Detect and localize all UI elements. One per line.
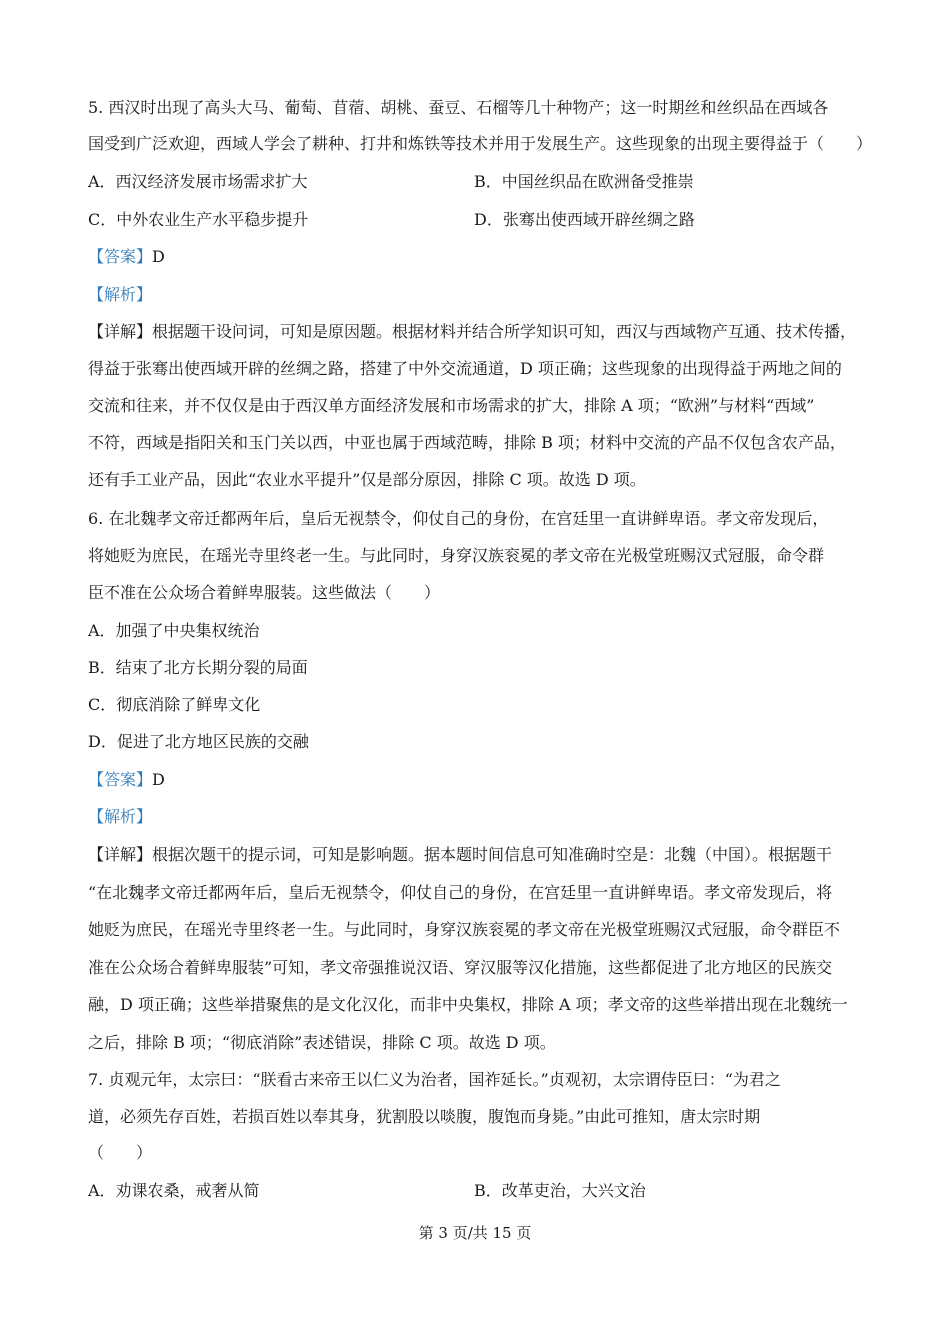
q6-detail-line-1 [88, 844, 888, 866]
q5-option-b: B．中国丝织品在欧洲备受推崇 [474, 172, 694, 191]
q7-stem-line-1: 7. 贞观元年，太宗曰：“朕看古来帝王以仁义为治者，国祚延长。”贞观初，太宗谓侍臣曰：“为君之 [88, 1070, 781, 1089]
q5-analysis-tag: 【解析】 [88, 285, 153, 304]
q6-option-a: A．加强了中央集权统治 [88, 621, 260, 640]
q6-analysis-tag: 【解析】 [88, 807, 153, 826]
q6-detail-line-3: 她贬为庶民，在瑶光寺里终老一生。与此同时，身穿汉族衮冕的孝文帝在光极堂班赐汉式冠服，命令群臣不 [88, 920, 841, 939]
q6-answer-value: D [152, 770, 165, 789]
q6-stem-line-1: 6. 在北魏孝文帝迁都两年后，皇后无视禁令，仰仗自己的身份，在宫廷里一直讲鲜卑语。孝文帝发现后， [88, 509, 829, 528]
q6-detail-line-6: 之后，排除 B 项；“彻底消除”表述错误，排除 C 项。故选 D 项。 [88, 1033, 556, 1052]
q6-answer-line [88, 769, 888, 791]
q5-option-c: C．中外农业生产水平稳步提升 [88, 210, 309, 229]
q5-stem-line-2: 国受到广泛欢迎，西域人学会了耕种、打井和炼铁等技术并用于发展生产。这些现象的出现主要得益于（ ） [88, 134, 873, 153]
q6-stem-line-2: 将她贬为庶民，在瑶光寺里终老一生。与此同时，身穿汉族衮冕的孝文帝在光极堂班赐汉式冠服，命令群 [88, 546, 825, 565]
q6-detail-line-2: “在北魏孝文帝迁都两年后，皇后无视禁令，仰仗自己的身份，在宫廷里一直讲鲜卑语。孝文帝发现后，将 [88, 883, 833, 902]
q6-answer-tag: 【答案】 [88, 770, 153, 789]
page-number-footer: 第 3 页/共 15 页 [418, 1224, 532, 1242]
q5-detail-line-4: 不符，西域是指阳关和玉门关以西，中亚也属于西域范畴，排除 B 项；材料中交流的产品不仅包含农产品， [88, 433, 846, 452]
q6-detail-text-1: 根据次题干的提示词，可知是影响题。据本题时间信息可知准确时空是：北魏（中国）。根据题干 [152, 845, 833, 864]
q5-analysis-line [88, 284, 888, 306]
q6-detail-line-5: 融，D 项正确；这些举措聚焦的是文化汉化，而非中央集权，排除 A 项；孝文帝的这些举措出现在北魏统一 [88, 995, 848, 1014]
q5-answer-tag: 【答案】 [88, 247, 153, 266]
q6-option-d: D．促进了北方地区民族的交融 [88, 732, 309, 751]
q5-answer-line [88, 246, 888, 268]
q7-option-b: B．改革吏治，大兴文治 [474, 1181, 646, 1200]
q6-detail-tag: 【详解】 [88, 845, 153, 864]
q5-detail-text-1: 根据题干设问词，可知是原因题。根据材料并结合所学知识可知，西汉与西域物产互通、技术传播， [152, 322, 857, 341]
q5-answer-value: D [152, 247, 165, 266]
q5-option-d: D．张骞出使西域开辟丝绸之路 [474, 210, 695, 229]
q5-stem-line-1: 5. 西汉时出现了高头大马、葡萄、苜蓿、胡桃、蚕豆、石榴等几十种物产；这一时期丝和丝织品在西域各 [88, 98, 829, 117]
q5-option-a: A．西汉经济发展市场需求扩大 [88, 172, 308, 191]
q7-stem-line-3: （ ） [88, 1143, 153, 1162]
q5-detail-line-5: 还有手工业产品，因此“农业水平提升”仅是部分原因，排除 C 项。故选 D 项。 [88, 470, 646, 489]
q7-stem-line-2: 道，必须先存百姓，若损百姓以奉其身，犹割股以啖腹，腹饱而身毙。”由此可推知，唐太宗时期 [88, 1107, 761, 1126]
q6-detail-line-4: 准在公众场合着鲜卑服装”可知，孝文帝强推说汉语、穿汉服等汉化措施，这些都促进了北方地区的民族交 [88, 958, 833, 977]
q5-detail-line-2: 得益于张骞出使西域开辟的丝绸之路，搭建了中外交流通道，D 项正确；这些现象的出现得益于两地之间的 [88, 359, 842, 378]
q6-option-c: C．彻底消除了鲜卑文化 [88, 695, 261, 714]
q6-analysis-line [88, 806, 888, 828]
q6-stem-line-3: 臣不准在公众场合着鲜卑服装。这些做法（ ） [88, 583, 441, 602]
q7-option-a: A．劝课农桑，戒奢从简 [88, 1181, 260, 1200]
q5-detail-tag: 【详解】 [88, 322, 153, 341]
q6-option-b: B．结束了北方长期分裂的局面 [88, 658, 308, 677]
q5-detail-line-3: 交流和往来，并不仅仅是由于西汉单方面经济发展和市场需求的扩大，排除 A 项；“欧洲”与材料“西域” [88, 396, 815, 415]
q5-detail-line-1 [88, 321, 888, 343]
